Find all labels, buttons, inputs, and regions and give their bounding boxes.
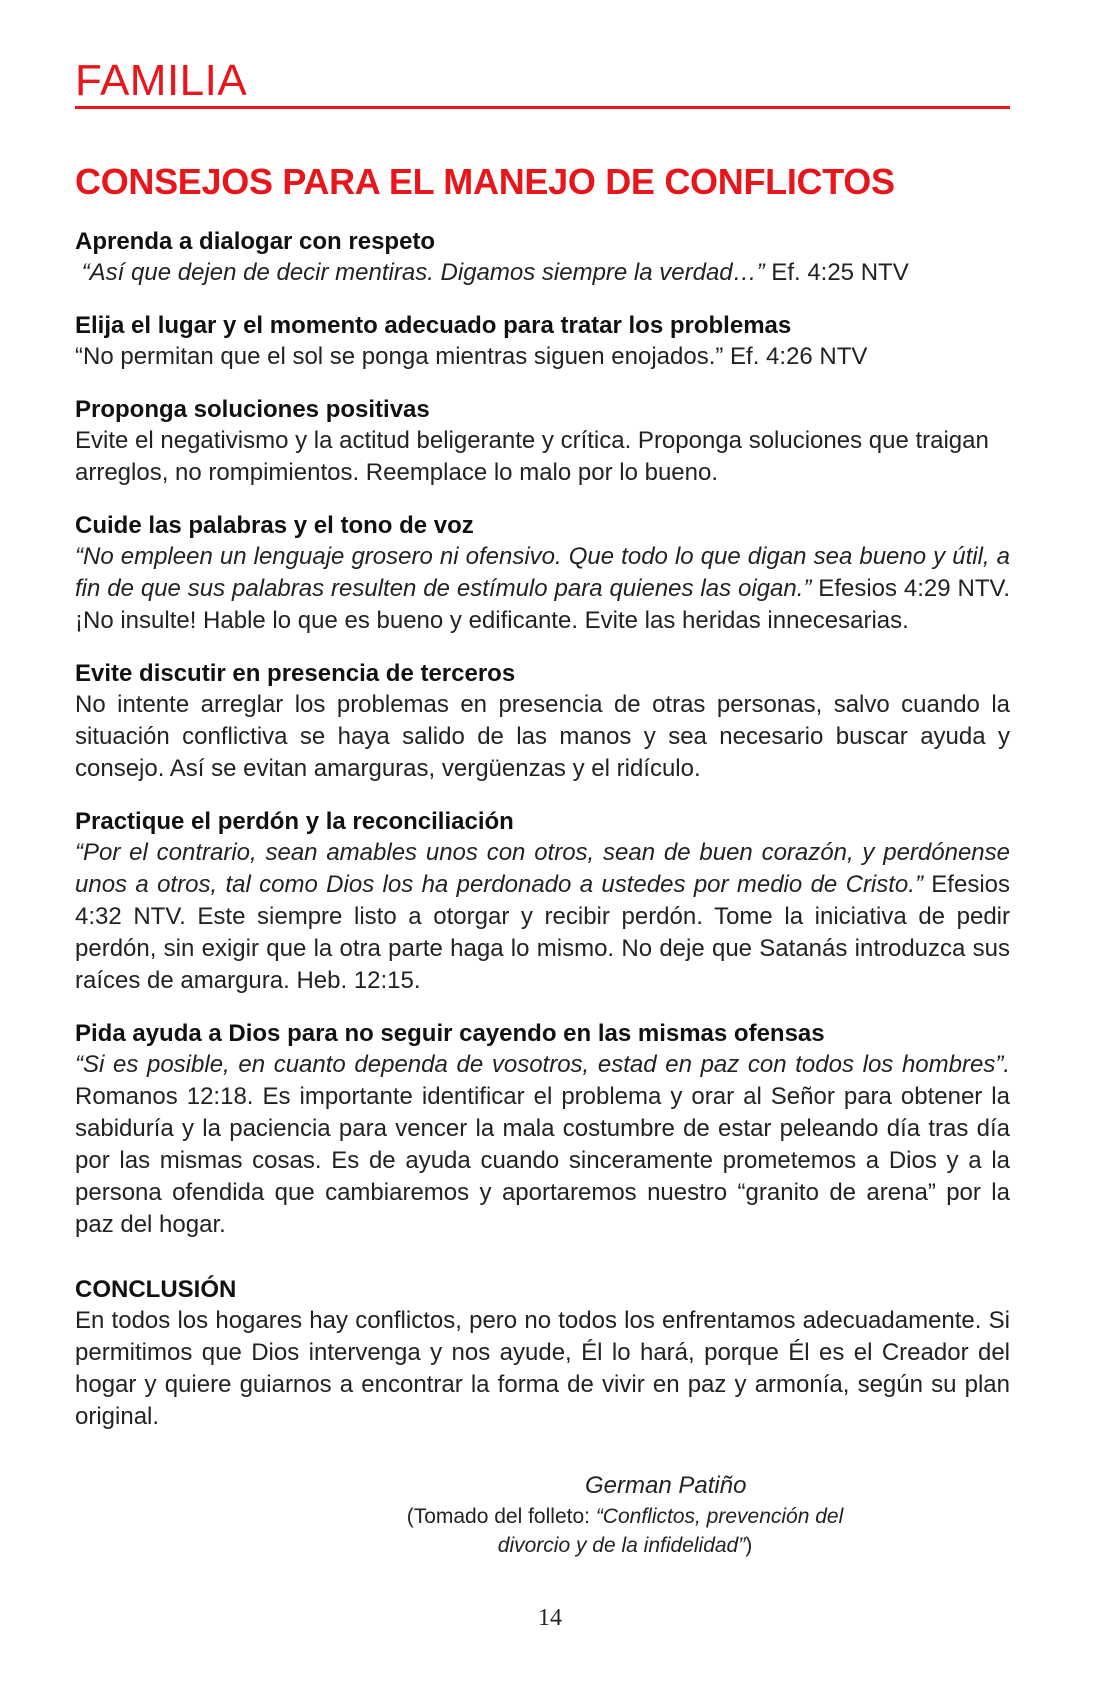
- page-title: CONSEJOS PARA EL MANEJO DE CONFLICTOS: [75, 161, 895, 202]
- advice-body: [75, 425, 1010, 489]
- advice-text: Efesios 4:29 NTV. ¡No insulte! Hable lo que es bueno y edificante. Evite las heridas innecesarias.: [75, 575, 1010, 634]
- source-suffix: ): [745, 1534, 753, 1557]
- advice-heading: Proponga soluciones positivas: [75, 396, 430, 423]
- advice-text: Efesios 4:32 NTV. Este siempre listo a otorgar y recibir perdón. Tome la iniciativa de pedir perdón, sin exigir que la otra parte haga lo mismo. No deje que Satanás introduzca sus raíces de amargura. Heb. 12:15.: [75, 871, 1011, 994]
- scripture-quote: “Así que dejen de decir mentiras. Digamos siempre la verdad…”: [81, 259, 765, 286]
- page-content: [75, 56, 1010, 1433]
- advice-body: [75, 257, 1010, 289]
- advice-block: [75, 395, 1010, 489]
- advice-text: Romanos 12:18. Es importante identificar el problema y orar al Señor para obtener la sabiduría y la paciencia para vencer la mala costumbre de estar peleando día tras día por las mismas cosas. Es de ayuda cuando sinceramente prometemos a Dios y a la persona ofendida que cambiaremos y aportaremos nuestro “granito de arena” por la paz del hogar.: [75, 1083, 1010, 1238]
- advice-body: [75, 689, 1010, 785]
- section-divider: [75, 106, 1010, 109]
- advice-block: [75, 511, 1010, 637]
- advice-text: Ef. 4:25 NTV: [764, 259, 909, 286]
- advice-heading: Aprenda a dialogar con respeto: [75, 228, 436, 255]
- advice-block: [75, 1019, 1010, 1241]
- advice-body: [75, 541, 1010, 637]
- advice-text: “No permitan que el sol se ponga mientras siguen enojados.” Ef. 4:26 NTV: [75, 343, 868, 370]
- advice-body: [75, 341, 1010, 373]
- scripture-quote: “No empleen un lenguaje grosero ni ofensivo. Que todo lo que digan sea bueno y útil, a fin de que sus palabras resulten de estímulo para quienes las oigan.”: [75, 543, 1010, 602]
- advice-body: [75, 837, 1010, 997]
- advice-block: [75, 659, 1010, 785]
- conclusion-heading: CONCLUSIÓN: [75, 1276, 237, 1303]
- advice-text: Evite el negativismo y la actitud beligerante y crítica. Proponga soluciones que traigan arreglos, no rompimientos. Reemplace lo malo por lo bueno.: [75, 427, 989, 486]
- page-number: 14: [538, 1605, 562, 1631]
- scripture-quote: “Por el contrario, sean amables unos con otros, sean de buen corazón, y perdónense unos a otros, tal como Dios los ha perdonado a ustedes por medio de Cristo.”: [75, 839, 1010, 898]
- author-signature: German Patiño: [585, 1472, 747, 1499]
- advice-heading: Cuide las palabras y el tono de voz: [75, 512, 474, 539]
- section-label: FAMILIA: [75, 56, 248, 105]
- advice-heading: Pida ayuda a Dios para no seguir cayendo en las mismas ofensas: [75, 1020, 825, 1047]
- conclusion-block: [75, 1275, 1010, 1433]
- scripture-quote: “Si es posible, en cuanto dependa de vosotros, estad en paz con todos los hombres”.: [75, 1051, 1010, 1078]
- source-prefix: (Tomado del folleto:: [406, 1505, 596, 1528]
- advice-heading: Evite discutir en presencia de terceros: [75, 660, 516, 687]
- source-citation: [380, 1502, 870, 1560]
- advice-body: [75, 1049, 1010, 1241]
- advice-heading: Elija el lugar y el momento adecuado para tratar los problemas: [75, 312, 792, 339]
- source-title: “Conflictos, prevención del divorcio y de la infidelidad”: [497, 1505, 844, 1557]
- conclusion-text: En todos los hogares hay conflictos, pero no todos los enfrentamos adecuadamente. Si permitimos que Dios intervenga y nos ayude, Él lo hará, porque Él es el Creador del hogar y quiere guiarnos a encontrar la forma de vivir en paz y armonía, según su plan original.: [75, 1307, 1010, 1430]
- advice-block: [75, 807, 1010, 997]
- advice-heading: Practique el perdón y la reconciliación: [75, 808, 514, 835]
- advice-text: No intente arreglar los problemas en presencia de otras personas, salvo cuando la situación conflictiva se haya salido de las manos y sea necesario buscar ayuda y consejo. Así se evitan amarguras, vergüenzas y el ridículo.: [75, 691, 1010, 782]
- advice-block: [75, 227, 1010, 289]
- advice-block: [75, 311, 1010, 373]
